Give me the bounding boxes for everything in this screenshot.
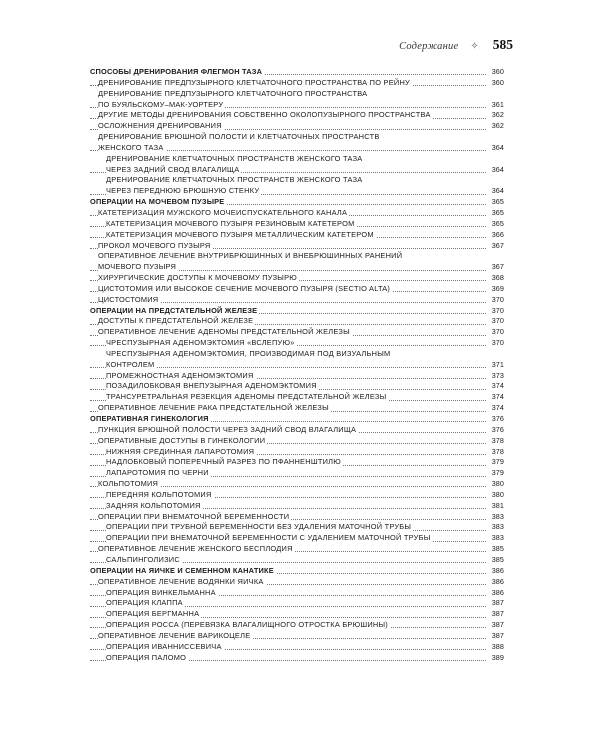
toc-entry-page: 387 [491, 598, 504, 608]
toc-entry-title: НИЖНЯЯ СРЕДИННАЯ ЛАПАРОТОМИЯ [106, 446, 255, 456]
toc-entry-title: ОПЕРАЦИИ НА МОЧЕВОМ ПУЗЫРЕ [90, 197, 225, 207]
toc-entry [90, 360, 504, 371]
toc-entry [90, 132, 504, 143]
toc-entry [90, 295, 504, 306]
toc-entry-page: 386 [491, 565, 504, 575]
toc-entry-title: СПОСОБЫ ДРЕНИРОВАНИЯ ФЛЕГМОН ТАЗА [90, 67, 263, 76]
toc-entry-title: ОПЕРАТИВНОЕ ЛЕЧЕНИЕ РАКА ПРЕДСТАТЕЛЬНОЙ ЖЕЛЕЗЫ [98, 403, 329, 413]
toc-entry-title: ХИРУРГИЧЕСКИЕ ДОСТУПЫ К МОЧЕВОМУ ПУЗЫРЮ [98, 273, 297, 283]
toc-entry-title: ОПЕРАЦИИ НА ПРЕДСТАТЕЛЬНОЙ ЖЕЛЕЗЕ [90, 305, 258, 315]
toc-entry-page: 385 [491, 544, 504, 554]
toc-entry-title: ЗАДНЯЯ КОЛЬПОТОМИЯ [106, 500, 201, 510]
toc-entry-page: 361 [491, 99, 504, 109]
toc-entry-title: КАТЕТЕРИЗАЦИЯ МОЧЕВОГО ПУЗЫРЯ РЕЗИНОВЫМ КАТЕТЕРОМ [106, 218, 355, 228]
toc-entry-page: 370 [491, 305, 504, 315]
toc-entry-title: ОСЛОЖНЕНИЯ ДРЕНИРОВАНИЯ [98, 121, 222, 131]
toc-entry [90, 143, 504, 154]
toc-entry-page: 370 [491, 316, 504, 326]
toc-entry-page: 378 [491, 435, 504, 445]
toc-entry [90, 349, 504, 360]
toc-entry [90, 381, 504, 392]
toc-entry [90, 555, 504, 566]
toc-entry [90, 371, 504, 382]
toc-entry-page: 362 [491, 121, 504, 131]
toc-entry-page: 386 [491, 587, 504, 597]
toc-entry [90, 273, 504, 284]
toc-entry-page: 380 [491, 489, 504, 499]
toc-entry-title: ЖЕНСКОГО ТАЗА [98, 142, 164, 152]
page-number: 585 [492, 37, 513, 52]
toc-entry-page: 367 [491, 240, 504, 250]
toc-entry-title: ПЕРЕДНЯЯ КОЛЬПОТОМИЯ [106, 489, 212, 499]
toc-entry-page: 369 [491, 283, 504, 293]
toc-section [90, 306, 504, 317]
toc-entry-title: ЧРЕСПУЗЫРНАЯ АДЕНОМЭКТОМИЯ «ВСЛЕПУЮ» [106, 338, 295, 348]
toc-section [90, 67, 504, 78]
toc-entry [90, 598, 504, 609]
toc-entry [90, 609, 504, 620]
toc-entry [90, 512, 504, 523]
toc-entry-page: 380 [491, 479, 504, 489]
toc-entry-page: 379 [491, 457, 504, 467]
toc-entry-title: ОПЕРАЦИЯ ПАЛОМО [106, 652, 187, 662]
toc-entry-title: ОПЕРАЦИЯ ВИНКЕЛЬМАННА [106, 587, 216, 597]
toc-entry [90, 544, 504, 555]
toc-entry-page: 362 [491, 110, 504, 120]
toc-entry-page: 365 [491, 197, 504, 207]
toc-entry-page: 376 [491, 414, 504, 423]
toc-entry-page: 387 [491, 630, 504, 640]
toc-entry-page: 379 [491, 468, 504, 478]
toc-entry-page: 367 [491, 262, 504, 272]
toc-entry-page: 364 [491, 142, 504, 152]
toc-entry-title: ОПЕРАТИВНОЕ ЛЕЧЕНИЕ ВАРИКОЦЕЛЕ [98, 630, 251, 640]
toc-entry [90, 338, 504, 349]
toc-entry-title: ДРЕНИРОВАНИЕ ПРЕДПУЗЫРНОГО КЛЕТЧАТОЧНОГО ПРОСТРАНСТВА ПО РЕЙНУ [98, 77, 410, 87]
toc-entry [90, 479, 504, 490]
toc-entry-page: 383 [491, 522, 504, 532]
toc-entry-page: 366 [491, 229, 504, 239]
toc-entry-page: 381 [491, 500, 504, 510]
toc-entry-page: 365 [491, 218, 504, 228]
toc-entry-page: 373 [491, 370, 504, 380]
toc-entry [90, 327, 504, 338]
toc-entry [90, 577, 504, 588]
toc-entry-page: 364 [491, 164, 504, 174]
toc-entry-title: ПУНКЦИЯ БРЮШНОЙ ПОЛОСТИ ЧЕРЕЗ ЗАДНИЙ СВОД ВЛАГАЛИЩА [98, 424, 357, 434]
toc-entry-page: 360 [491, 67, 504, 76]
toc-entry [90, 457, 504, 468]
toc-entry-title: ПРОМЕЖНОСТНАЯ АДЕНОМЭКТОМИЯ [106, 370, 254, 380]
toc-entry-title: ДРЕНИРОВАНИЕ КЛЕТЧАТОЧНЫХ ПРОСТРАНСТВ ЖЕНСКОГО ТАЗА [106, 175, 363, 185]
toc-entry-title: ПОЗАДИЛОБКОВАЯ ВНЕПУЗЫРНАЯ АДЕНОМЭКТОМИЯ [106, 381, 317, 391]
toc-entry-page: 374 [491, 381, 504, 391]
toc-entry-title: ОПЕРАЦИЯ БЕРГМАННА [106, 609, 200, 619]
toc-entry-title: ОПЕРАЦИЯ КЛАППА [106, 598, 183, 608]
toc-entry [90, 447, 504, 458]
toc-entry-title: ЦИСТОТОМИЯ ИЛИ ВЫСОКОЕ СЕЧЕНИЕ МОЧЕВОГО ПУЗЫРЯ (SECTIO ALTA) [98, 283, 391, 293]
toc-entry [90, 501, 504, 512]
toc-entry [90, 490, 504, 501]
toc-entry-page: 387 [491, 620, 504, 630]
toc-entry-page: 383 [491, 511, 504, 521]
toc-entry [90, 653, 504, 664]
toc-entry [90, 631, 504, 642]
toc-entry-page: 360 [491, 77, 504, 87]
toc-entry-title: ТРАНСУРЕТРАЛЬНАЯ РЕЗЕКЦИЯ АДЕНОМЫ ПРЕДСТАТЕЛЬНОЙ ЖЕЛЕЗЫ [106, 392, 387, 402]
toc-entry-title: ДРЕНИРОВАНИЕ КЛЕТЧАТОЧНЫХ ПРОСТРАНСТВ ЖЕНСКОГО ТАЗА [106, 153, 363, 163]
toc-entry-title: ОПЕРАТИВНОЕ ЛЕЧЕНИЕ ВНУТРИБРЮШИННЫХ И ВНЕБРЮШИННЫХ РАНЕНИЙ [98, 251, 403, 261]
toc-entry-title: ДОСТУПЫ К ПРЕДСТАТЕЛЬНОЙ ЖЕЛЕЗЕ [98, 316, 254, 326]
toc-entry-title: ОПЕРАЦИИ ПРИ ТРУБНОЙ БЕРЕМЕННОСТИ БЕЗ УДАЛЕНИЯ МАТОЧНОЙ ТРУБЫ [106, 522, 412, 532]
toc-entry-title: ОПЕРАЦИИ ПРИ ВНЕМАТОЧНОЙ БЕРЕМЕННОСТИ С УДАЛЕНИЕМ МАТОЧНОЙ ТРУБЫ [106, 533, 431, 543]
page-header [399, 37, 513, 53]
toc-entry-page: 370 [491, 294, 504, 304]
toc-entry [90, 642, 504, 653]
toc-entry-title: ОПЕРАТИВНАЯ ГИНЕКОЛОГИЯ [90, 414, 209, 423]
toc-section [90, 197, 504, 208]
running-title: Содержание [399, 41, 459, 52]
toc-entry-page: 364 [491, 186, 504, 196]
toc-entry-title: КАТЕТЕРИЗАЦИЯ МОЧЕВОГО ПУЗЫРЯ МЕТАЛЛИЧЕСКИМ КАТЕТЕРОМ [106, 229, 374, 239]
toc-entry-page: 374 [491, 392, 504, 402]
toc-entry [90, 89, 504, 100]
ornament-icon: ✧ [470, 41, 479, 52]
toc-entry-page: 387 [491, 609, 504, 619]
toc-entry-title: ОПЕРАТИВНОЕ ЛЕЧЕНИЕ ВОДЯНКИ ЯИЧКА [98, 576, 264, 586]
toc-entry-title: ДРУГИЕ МЕТОДЫ ДРЕНИРОВАНИЯ СОБСТВЕННО ОКОЛОПУЗЫРНОГО ПРОСТРАНСТВА [98, 110, 431, 120]
toc-entry [90, 208, 504, 219]
toc-entry-page: 368 [491, 273, 504, 283]
toc-entry-title: ЧЕРЕЗ ПЕРЕДНЮЮ БРЮШНУЮ СТЕНКУ [106, 186, 260, 196]
toc-entry [90, 186, 504, 197]
toc-entry [90, 468, 504, 479]
toc-entry [90, 316, 504, 327]
toc-entry [90, 154, 504, 165]
toc-entry [90, 241, 504, 252]
toc-entry-page: 385 [491, 554, 504, 564]
toc-entry-title: КОНТРОЛЕМ [106, 359, 155, 369]
toc-entry-title: ПО БУЯЛЬСКОМУ–МАК-УОРТЕРУ [98, 99, 224, 109]
toc-entry-title: ОПЕРАТИВНОЕ ЛЕЧЕНИЕ АДЕНОМЫ ПРЕДСТАТЕЛЬНОЙ ЖЕЛЕЗЫ [98, 327, 350, 337]
toc-entry [90, 230, 504, 241]
toc-entry-page: 376 [491, 424, 504, 434]
toc-entry [90, 588, 504, 599]
toc-section [90, 414, 504, 425]
toc-entry [90, 100, 504, 111]
toc-entry-page: 371 [491, 359, 504, 369]
toc-entry-title: ЦИСТОСТОМИЯ [98, 294, 159, 304]
toc-entry [90, 392, 504, 403]
toc-entry-page: 365 [491, 207, 504, 217]
toc-entry [90, 425, 504, 436]
toc-entry [90, 522, 504, 533]
toc-entry-title: ОПЕРАЦИИ НА ЯИЧКЕ И СЕМЕННОМ КАНАТИКЕ [90, 565, 274, 575]
toc-entry [90, 533, 504, 544]
toc-entry-title: ОПЕРАТИВНЫЕ ДОСТУПЫ В ГИНЕКОЛОГИИ [98, 435, 266, 445]
toc-entry-page: 389 [491, 652, 504, 662]
toc-entry [90, 78, 504, 89]
toc-entry-title: ДРЕНИРОВАНИЕ ПРЕДПУЗЫРНОГО КЛЕТЧАТОЧНОГО ПРОСТРАНСТВА [98, 88, 368, 98]
toc-entry-page: 383 [491, 533, 504, 543]
toc-entry-page: 374 [491, 403, 504, 413]
toc-entry [90, 219, 504, 230]
toc-entry [90, 403, 504, 414]
toc-entry [90, 175, 504, 186]
toc-entry [90, 251, 504, 262]
toc-entry-page: 370 [491, 338, 504, 348]
toc-entry-title: ЧРЕСПУЗЫРНАЯ АДЕНОМЭКТОМИЯ, ПРОИЗВОДИМАЯ ПОД ВИЗУАЛЬНЫМ [106, 348, 391, 358]
toc-entry-title: ЧЕРЕЗ ЗАДНИЙ СВОД ВЛАГАЛИЩА [106, 164, 240, 174]
toc-entry-title: ПРОКОЛ МОЧЕВОГО ПУЗЫРЯ [98, 240, 211, 250]
toc-entry [90, 436, 504, 447]
toc-entry [90, 110, 504, 121]
toc-entry [90, 262, 504, 273]
toc-entry-title: ОПЕРАЦИИ ПРИ ВНЕМАТОЧНОЙ БЕРЕМЕННОСТИ [98, 511, 290, 521]
toc-entry-page: 378 [491, 446, 504, 456]
toc-entry-title: ДРЕНИРОВАНИЕ БРЮШНОЙ ПОЛОСТИ И КЛЕТЧАТОЧНЫХ ПРОСТРАНСТВ [98, 132, 380, 142]
toc-entry-title: МОЧЕВОГО ПУЗЫРЯ [98, 262, 177, 272]
toc-section [90, 566, 504, 577]
toc-entry [90, 165, 504, 176]
toc-entry-title: ОПЕРАЦИЯ РОССА (ПЕРЕВЯЗКА ВЛАГАЛИЩНОГО ОТРОСТКА БРЮШИНЫ) [106, 620, 389, 630]
toc-entry [90, 121, 504, 132]
toc-entry-page: 386 [491, 576, 504, 586]
toc-entry-page: 388 [491, 641, 504, 651]
toc-entry-page: 370 [491, 327, 504, 337]
toc-entry-title: КОЛЬПОТОМИЯ [98, 479, 159, 489]
toc-entry-title: ОПЕРАТИВНОЕ ЛЕЧЕНИЕ ЖЕНСКОГО БЕСПЛОДИЯ [98, 544, 293, 554]
toc-entry-title: НАДЛОБКОВЫЙ ПОПЕРЕЧНЫЙ РАЗРЕЗ ПО ПФАННЕНШТИЛЮ [106, 457, 341, 467]
toc-entry [90, 284, 504, 295]
toc-entry-title: САЛЬПИНГОЛИЗИС [106, 554, 180, 564]
toc-entry-title: ОПЕРАЦИЯ ИВАННИССЕВИЧА [106, 641, 222, 651]
toc-entry [90, 620, 504, 631]
toc-entry-title: ЛАПАРОТОМИЯ ПО ЧЕРНИ [106, 468, 209, 478]
table-of-contents [90, 67, 504, 663]
toc-entry-title: КАТЕТЕРИЗАЦИЯ МУЖСКОГО МОЧЕИСПУСКАТЕЛЬНОГО КАНАЛА [98, 207, 348, 217]
